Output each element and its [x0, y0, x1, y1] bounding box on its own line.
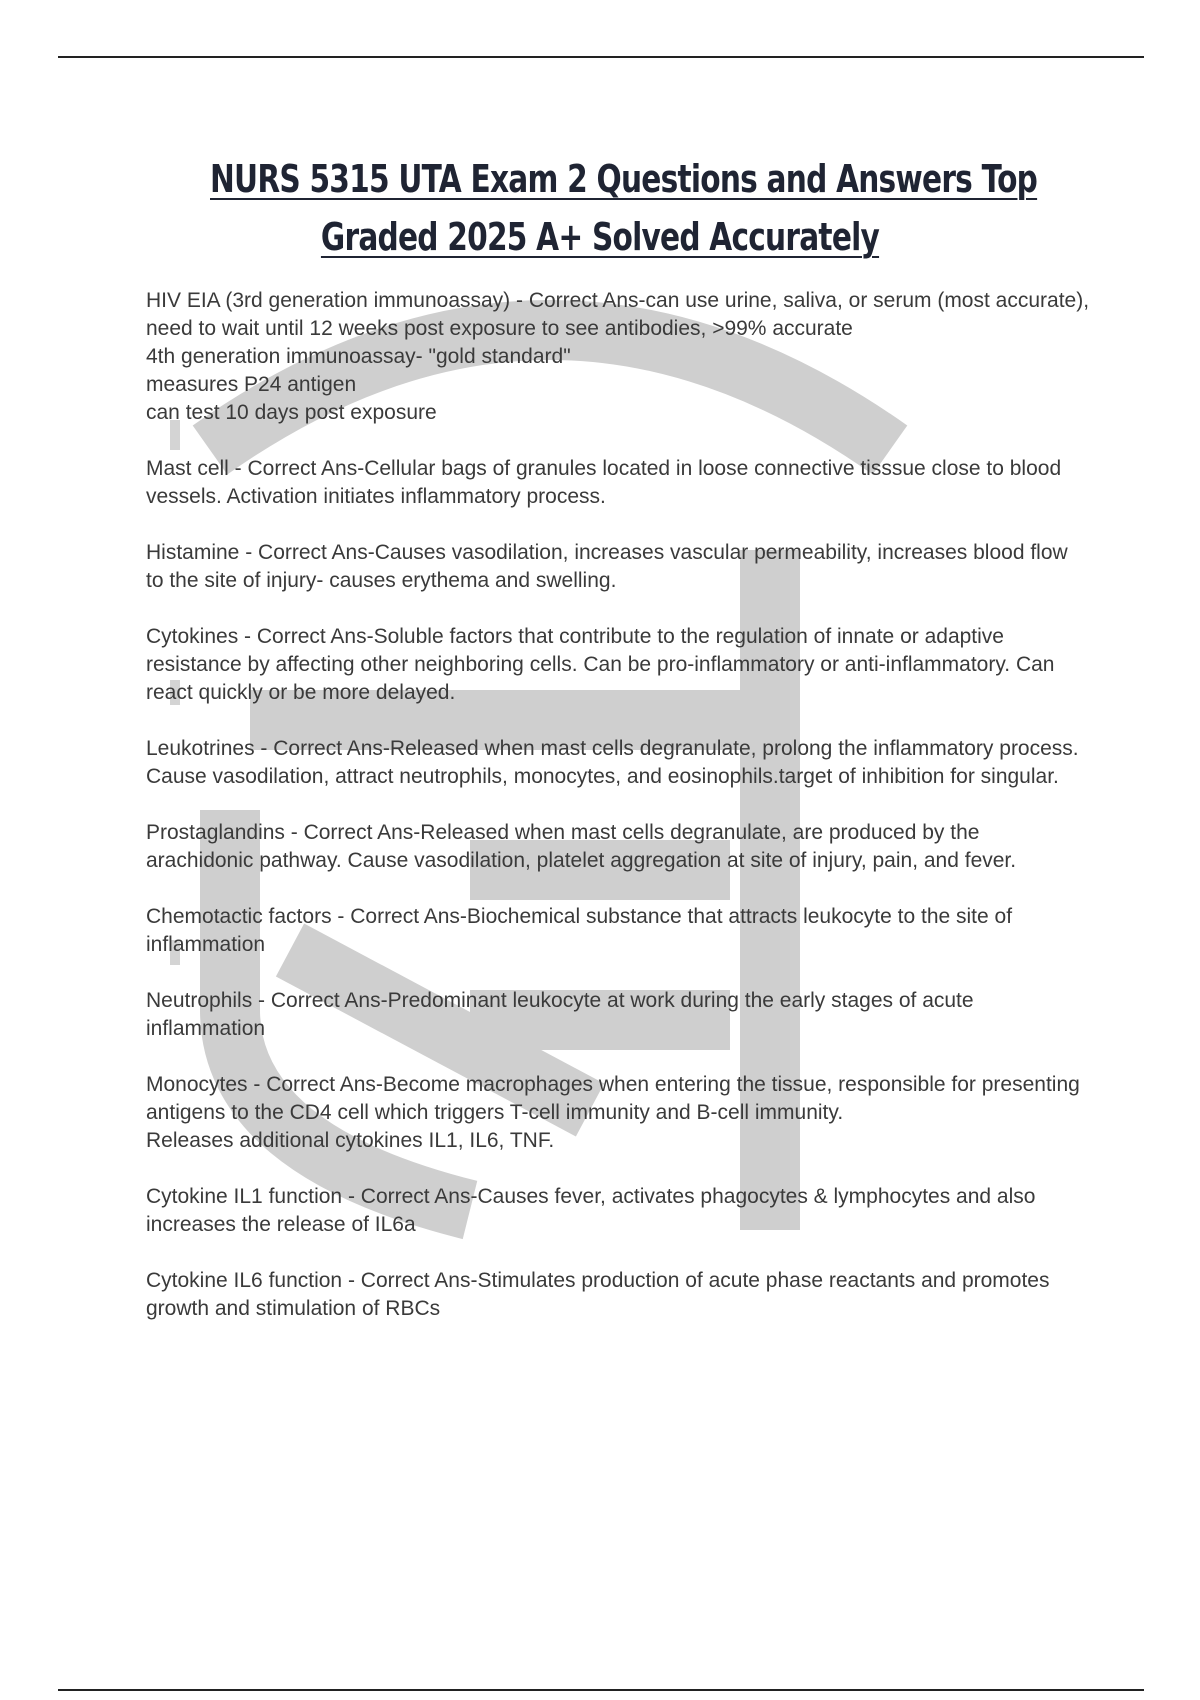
qa-entry-il6: [146, 1267, 1091, 1323]
qa-text: Cytokine IL6 function - Correct Ans-Stimulates production of acute phase reactants and promotes growth and stimulation of RBCs: [146, 1269, 1050, 1320]
top-rule: [58, 56, 1144, 58]
qa-entry-monocytes: [146, 1071, 1091, 1155]
qa-entry-hiv-eia: [146, 287, 1091, 427]
qa-entry-neutrophils: [146, 987, 1091, 1043]
qa-text: Cytokines - Correct Ans-Soluble factors that contribute to the regulation of innate or adaptive resistance by affecting other neighboring cells. Can be pro-inflammatory or anti-inflammatory. Can react quickly or be more delayed.: [146, 625, 1055, 704]
qa-text: Prostaglandins - Correct Ans-Released when mast cells degranulate, are produced by the arachidonic pathway. Cause vasodilation, platelet aggregation at site of injury, pain, and fever.: [146, 821, 1017, 872]
qa-extra-line: measures P24 antigen: [146, 373, 357, 396]
qa-entry-leukotrines: [146, 735, 1091, 791]
qa-extra-line: Releases additional cytokines IL1, IL6, TNF.: [146, 1129, 555, 1152]
title-line-2: Graded 2025 A+ Solved Accurately: [320, 215, 880, 259]
qa-text: Cytokine IL1 function - Correct Ans-Causes fever, activates phagocytes & lymphocytes and also increases the release of IL6a: [146, 1185, 1036, 1236]
qa-extra-line: 4th generation immunoassay- "gold standard": [146, 345, 571, 368]
title-line-1: NURS 5315 UTA Exam 2 Questions and Answers Top: [210, 157, 1038, 201]
qa-text: HIV EIA (3rd generation immunoassay) - Correct Ans-can use urine, saliva, or serum (most accurate), need to wait until 12 weeks post exposure to see antibodies, >99% accurate: [146, 289, 1090, 340]
qa-text: Chemotactic factors - Correct Ans-Biochemical substance that attracts leukocyte to the site of inflammation: [146, 905, 1013, 956]
qa-text: Monocytes - Correct Ans-Become macrophages when entering the tissue, responsible for presenting antigens to the CD4 cell which triggers T-cell immunity and B-cell immunity.: [146, 1073, 1080, 1124]
qa-text: Histamine - Correct Ans-Causes vasodilation, increases vascular permeability, increases blood flow to the site of injury- causes erythema and swelling.: [146, 541, 1068, 592]
qa-entry-mast-cell: [146, 455, 1091, 511]
qa-entry-histamine: [146, 539, 1091, 595]
qa-entry-il1: [146, 1183, 1091, 1239]
qa-list: [146, 287, 1091, 1351]
qa-text: Leukotrines - Correct Ans-Released when mast cells degranulate, prolong the inflammatory process. Cause vasodilation, attract neutrophils, monocytes, and eosinophils.target of inhibition for singular.: [146, 737, 1079, 788]
qa-extra-line: can test 10 days post exposure: [146, 401, 437, 424]
qa-text: Mast cell - Correct Ans-Cellular bags of granules located in loose connective tisssue close to blood vessels. Activation initiates inflammatory process.: [146, 457, 1062, 508]
qa-entry-chemotactic-factors: [146, 903, 1091, 959]
bottom-rule: [58, 1689, 1144, 1691]
qa-entry-prostaglandins: [146, 819, 1091, 875]
qa-text: Neutrophils - Correct Ans-Predominant leukocyte at work during the early stages of acute inflammation: [146, 989, 974, 1040]
qa-entry-cytokines: [146, 623, 1091, 707]
document-title: [100, 150, 1100, 266]
